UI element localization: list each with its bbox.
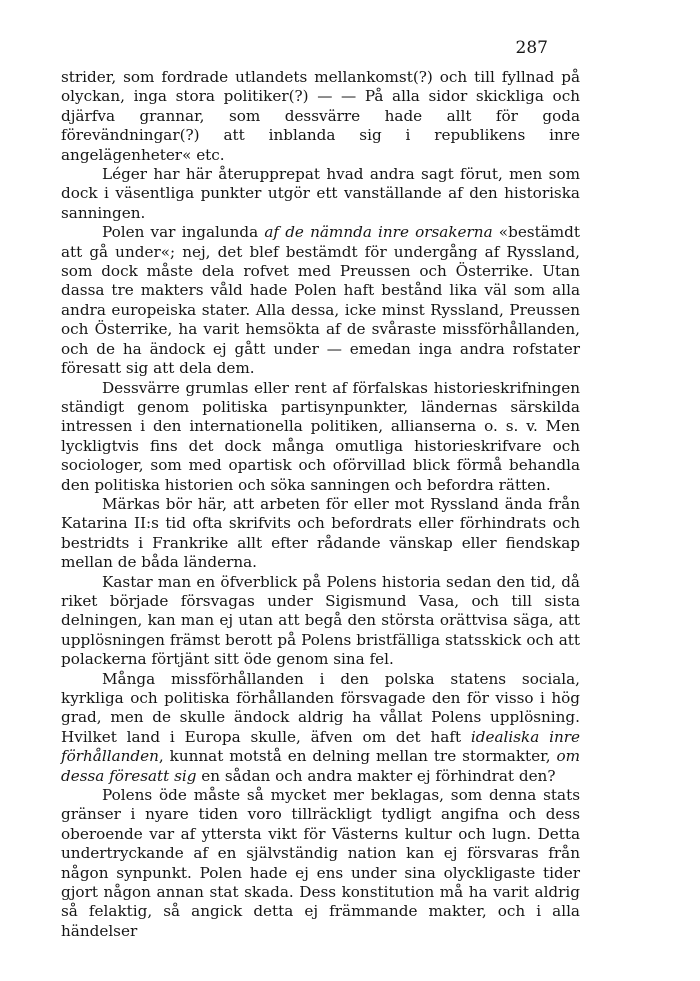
paragraph — [61, 670, 580, 786]
paragraph — [61, 786, 580, 941]
text-run: Många missförhållanden i den polska statens sociala, kyrkliga och politiska förhållanden försvagade den för visso i hög grad, men de skulle ändock aldrig ha vållat Polens upplösning. Hvilket land i Europa skulle, äfven om det haft — [61, 669, 580, 746]
text-run: Polens öde måste så mycket mer beklagas, som denna stats gränser i nyare tiden voro tillräckligt tydligt angifna och dess oberoende var af yttersta vikt för Västerns kultur och lugn. Detta undertryckande af en självständig nation kan ej försvaras från någon synpunkt. Polen hade ej ens under sina olyckligaste tider gjort någon annan stat skada. Dess konstitution må ha varit aldrig så felaktig, så angick detta ej främmande makter, och i alla händelser — [61, 786, 580, 940]
paragraph — [61, 379, 580, 495]
text-run: Kastar man en öfverblick på Polens historia sedan den tid, då riket började försvagas under Sigismund Vasa, och till sista delningen, kan man ej utan att begå den största orättvisa säga, att upplösningen främst berott på Polens bristfälliga statsskick och att polackerna förtjänt sitt öde genom sina fel. — [61, 572, 580, 669]
body-text — [61, 68, 580, 941]
text-run: strider, som fordrade utlandets mellankomst(?) och till fyllnad på olyckan, inga stora politiker(?) — — På alla sidor skickliga och djärfva grannar, som dessvärre hade allt för goda förevändningar(?) att inblanda sig i republikens inre angelägenheter« etc. — [61, 68, 580, 164]
emphasis-text: af de nämnda inre orsakerna — [264, 223, 493, 242]
paragraph — [61, 223, 580, 378]
text-run: Märkas bör här, att arbeten för eller mot Ryssland ända från Katarina II:s tid ofta skrifvits och befordrats eller förhindrats och bestridts i Frankrike allt efter rådande vänskap eller fiendskap mellan de båda länderna. — [61, 494, 580, 572]
emphasis-text: om dessa föresatt sig — [61, 747, 580, 785]
paragraph — [61, 68, 580, 165]
emphasis-text: idealiska inre förhållanden — [61, 727, 580, 766]
page-number: 287 — [515, 38, 548, 58]
text-run: en sådan och andra makter ej förhindrat den? — [196, 766, 556, 785]
text-run: Polen var ingalunda — [102, 223, 265, 242]
text-run: , kunnat motstå en delning mellan tre stormakter, — [158, 747, 557, 766]
text-run: Léger har här återupprepat hvad andra sagt förut, men som dock i väsentliga punkter utgör ett vanställande af den historiska sanningen. — [61, 165, 580, 222]
text-run: Dessvärre grumlas eller rent af förfalskas historieskrifningen ständigt genom politiska partisynpunkter, ländernas särskilda intressen i den internationella politiken, allianserna o. s. v. Men lyckligtvis fins det dock många omutliga historieskrifvare och sociologer, som med opartisk och oförvillad blick förmå behandla den politiska historien och söka sanningen och befordra rätten. — [61, 378, 580, 494]
paragraph — [61, 495, 580, 573]
paragraph — [61, 573, 580, 670]
paragraph — [61, 165, 580, 223]
text-run: «bestämdt att gå under«; nej, det blef bestämdt för undergång af Ryssland, som dock måste dela rofvet med Preussen och Österrike. Utan dassa tre makters våld hade Polen haft bestånd lika väl som alla andra europeiska stater. Alla dessa, icke minst Ryssland, Preussen och Österrike, ha varit hemsökta af de svåraste missförhållanden, och de ha ändock ej gått under — emedan inga andra rofstater föresatt sig att dela dem. — [61, 223, 580, 378]
